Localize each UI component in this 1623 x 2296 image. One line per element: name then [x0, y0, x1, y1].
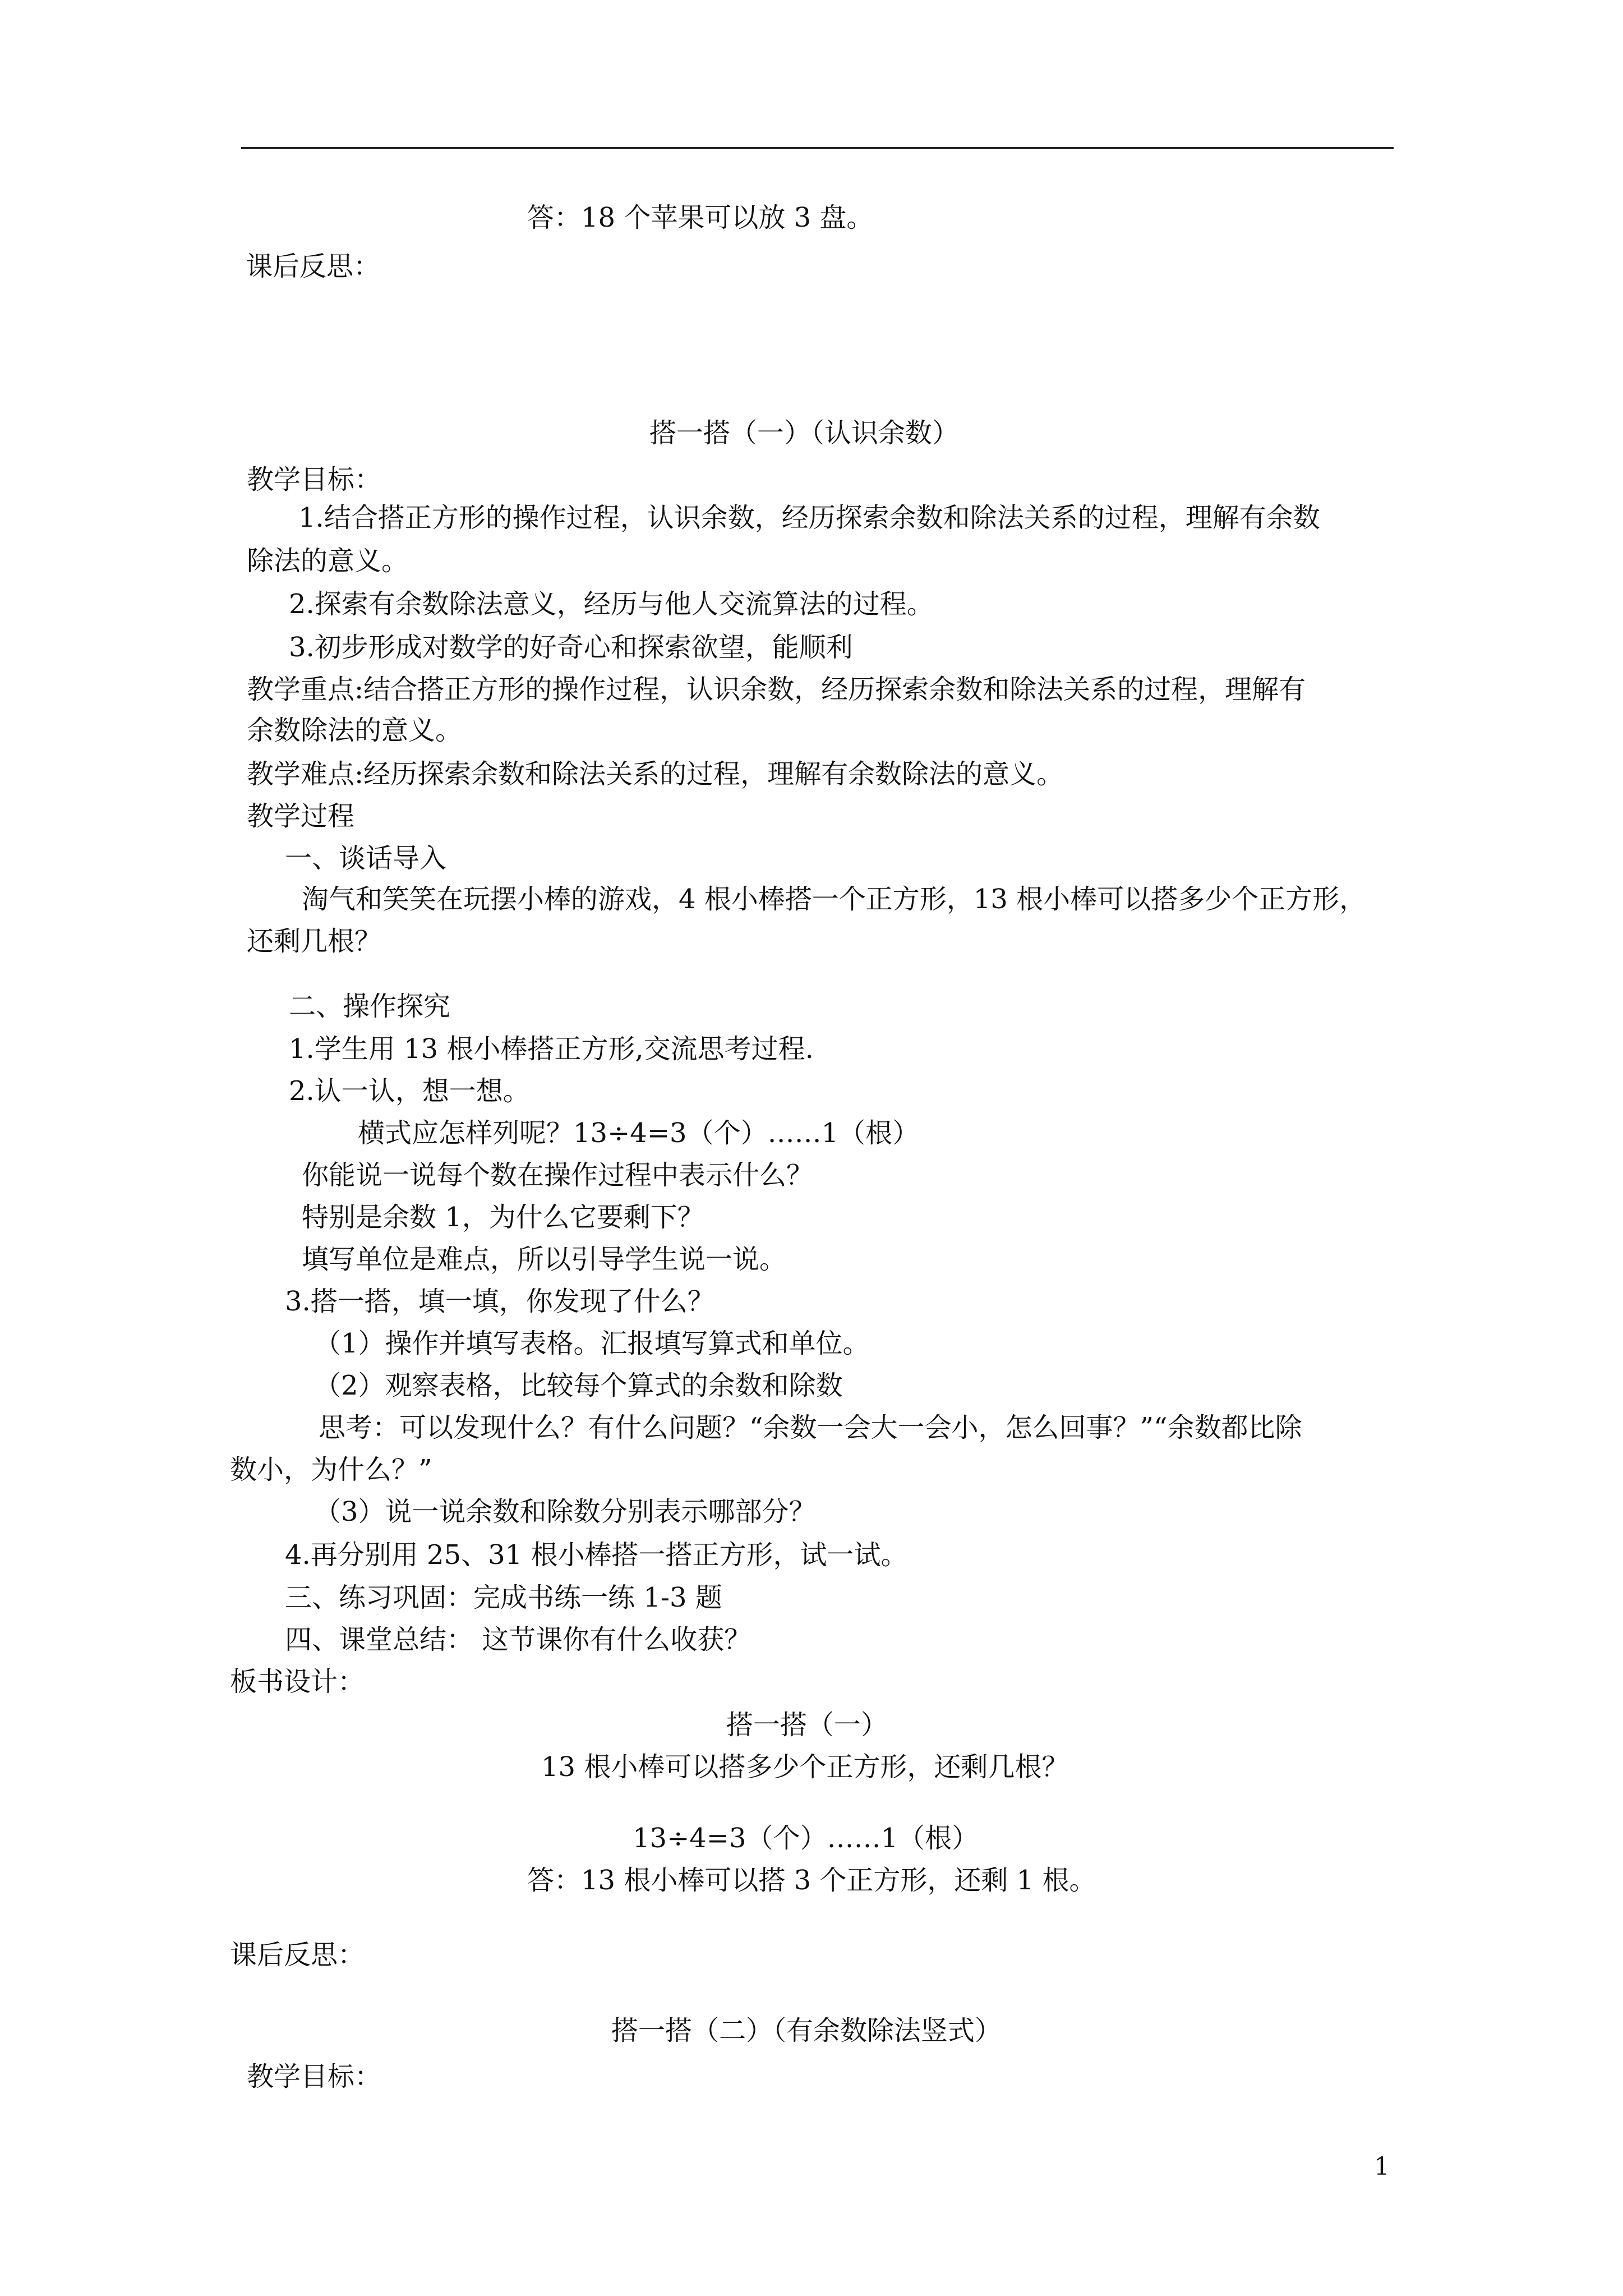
reflection-label-2: 课后反思： [230, 1939, 365, 1971]
section-title: 搭一搭（一）（认识余数） [649, 417, 960, 449]
part-2-heading: 二、操作探究 [289, 991, 451, 1022]
intro-text-cont: 还剩几根？ [247, 926, 382, 957]
part-1-heading: 一、谈话导入 [285, 843, 447, 874]
equation-question: 横式应怎样列呢？13÷4=3（个）……1（根） [358, 1117, 920, 1149]
part-3-heading: 三、练习巩固：完成书练一练 1-3 题 [285, 1582, 722, 1613]
goals-heading-2: 教学目标： [247, 2061, 382, 2092]
goal-1: 1.结合搭正方形的操作过程，认识余数，经历探索余数和除法关系的过程，理解有余数 [298, 502, 1320, 533]
think-text-cont: 数小，为什么？” [230, 1454, 432, 1485]
step-3: 3.搭一搭，填一填，你发现了什么？ [285, 1286, 714, 1317]
header-rule [241, 147, 1394, 149]
board-title: 搭一搭（一） [726, 1709, 888, 1741]
goal-3: 3.初步形成对数学的好奇心和探索欲望，能顺利 [289, 632, 853, 663]
note-units: 填写单位是难点，所以引导学生说一说。 [302, 1244, 787, 1275]
board-equation: 13÷4=3（个）……1（根） [633, 1823, 979, 1854]
think-text: 思考：可以发现什么？有什么问题？“余数一会大一会小，怎么回事？”“余数都比除 [319, 1412, 1302, 1443]
page-number: 1 [1374, 2152, 1390, 2181]
step-3-1: （1）操作并填写表格。汇报填写算式和单位。 [314, 1328, 870, 1359]
board-design-label: 板书设计： [230, 1666, 365, 1697]
difficulty: 教学难点:经历探索余数和除法关系的过程，理解有余数除法的意义。 [247, 758, 1064, 790]
board-question: 13 根小棒可以搭多少个正方形，还剩几根？ [541, 1751, 1069, 1783]
question-remainder: 特别是余数 1，为什么它要剩下？ [302, 1202, 704, 1233]
step-2: 2.认一认，想一想。 [289, 1075, 530, 1107]
answer-line: 答：18 个苹果可以放 3 盘。 [527, 202, 874, 233]
reflection-label: 课后反思： [246, 251, 381, 282]
question-meaning: 你能说一说每个数在操作过程中表示什么？ [302, 1159, 814, 1191]
key-points: 教学重点:结合搭正方形的操作过程，认识余数，经历探索余数和除法关系的过程，理解有 [247, 674, 1306, 705]
goal-2: 2.探索有余数除法意义，经历与他人交流算法的过程。 [289, 588, 934, 620]
board-answer: 答：13 根小棒可以搭 3 个正方形，还剩 1 根。 [527, 1865, 1096, 1896]
step-3-2: （2）观察表格，比较每个算式的余数和除数 [314, 1370, 843, 1401]
section-title-2: 搭一搭（二）（有余数除法竖式） [611, 2015, 1002, 2046]
process-heading: 教学过程 [247, 800, 355, 832]
key-points-cont: 余数除法的意义。 [247, 715, 463, 746]
step-4: 4.再分别用 25、31 根小棒搭一搭正方形，试一试。 [285, 1539, 908, 1571]
goal-1-cont: 除法的意义。 [247, 545, 409, 577]
intro-text: 淘气和笑笑在玩摆小棒的游戏，4 根小棒搭一个正方形，13 根小棒可以搭多少个正方形， [302, 884, 1367, 915]
part-4-heading: 四、课堂总结： 这节课你有什么收获？ [285, 1624, 751, 1655]
goals-heading: 教学目标： [247, 464, 382, 495]
step-3-3: （3）说一说余数和除数分别表示哪部分？ [314, 1496, 816, 1527]
step-1: 1.学生用 13 根小棒搭正方形,交流思考过程. [289, 1033, 814, 1065]
